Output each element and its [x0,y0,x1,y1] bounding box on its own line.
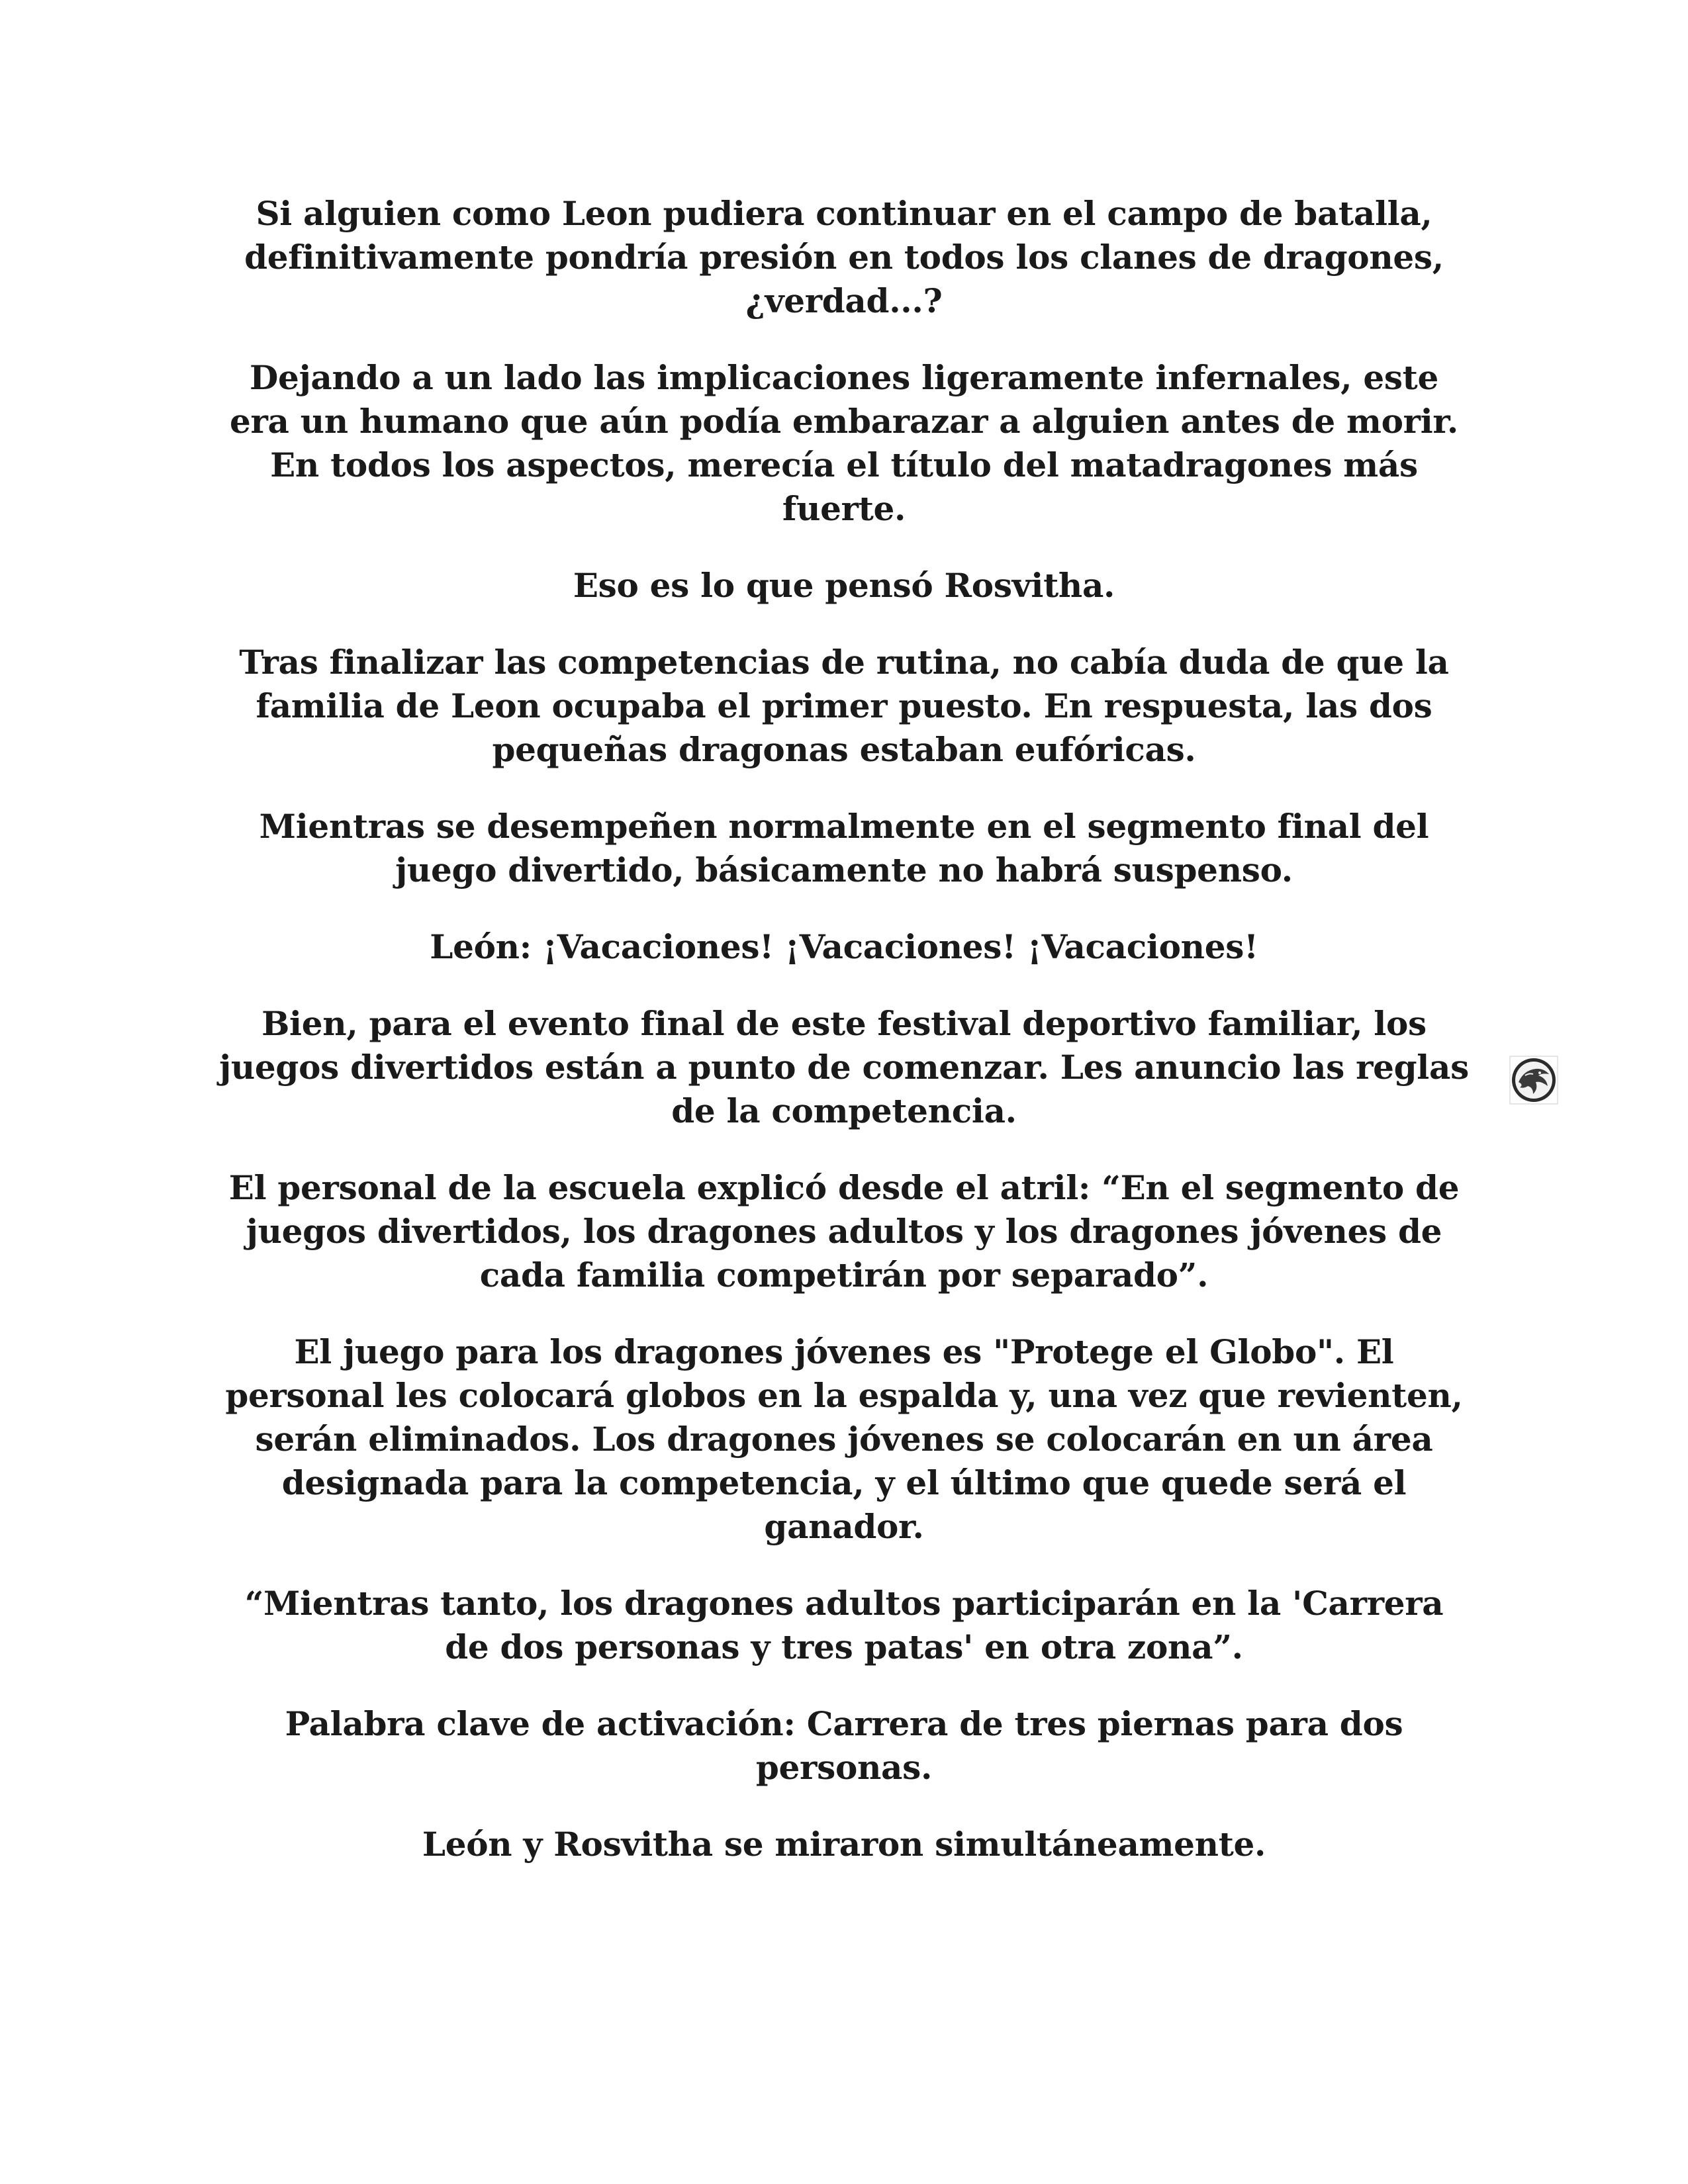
paragraph-10: “Mientras tanto, los dragones adultos participarán en la 'Carrera de dos personas y tres patas' en otra zona”. [244,1584,1444,1666]
paragraph-4: Tras finalizar las competencias de rutina, no cabía duda de que la familia de Leon ocupaba el primer puesto. En respuesta, las dos pequeñas dragonas estaban eufóricas. [239,643,1449,769]
paragraph-12: León y Rosvitha se miraron simultáneamente. [422,1825,1266,1864]
paragraph-6: León: ¡Vacaciones! ¡Vacaciones! ¡Vacaciones! [430,927,1258,966]
dragon-emblem-icon [1509,1056,1558,1105]
paragraph-2: Dejando a un lado las implicaciones ligeramente infernales, este era un humano que aún podía embarazar a alguien antes de morir. En todos los aspectos, merecía el título del matadragones más fuerte. [230,358,1458,528]
paragraph-3: Eso es lo que pensó Rosvitha. [573,566,1115,605]
paragraph-9: El juego para los dragones jóvenes es "Protege el Globo". El personal les colocará globos en la espalda y, una vez que revienten, serán eliminados. Los dragones jóvenes se colocarán en un área designada para la competencia, y el último que quede será el ganador. [225,1332,1463,1546]
paragraph-11: Palabra clave de activación: Carrera de tres piernas para dos personas. [285,1704,1403,1787]
paragraph-7: Bien, para el evento final de este festival deportivo familiar, los juegos divertidos están a punto de comenzar. Les anuncio las reglas de la competencia. [219,1004,1469,1130]
paragraph-5: Mientras se desempeñen normalmente en el segmento final del juego divertido, básicamente no habrá suspenso. [259,807,1429,889]
document-page [218,192,1470,1899]
paragraph-1: Si alguien como Leon pudiera continuar en el campo de batalla, definitivamente pondría presión en todos los clanes de dragones, ¿verdad...? [244,194,1444,320]
paragraph-8: El personal de la escuela explicó desde el atril: “En el segmento de juegos divertidos, los dragones adultos y los dragones jóvenes de cada familia competirán por separado”. [228,1168,1460,1295]
